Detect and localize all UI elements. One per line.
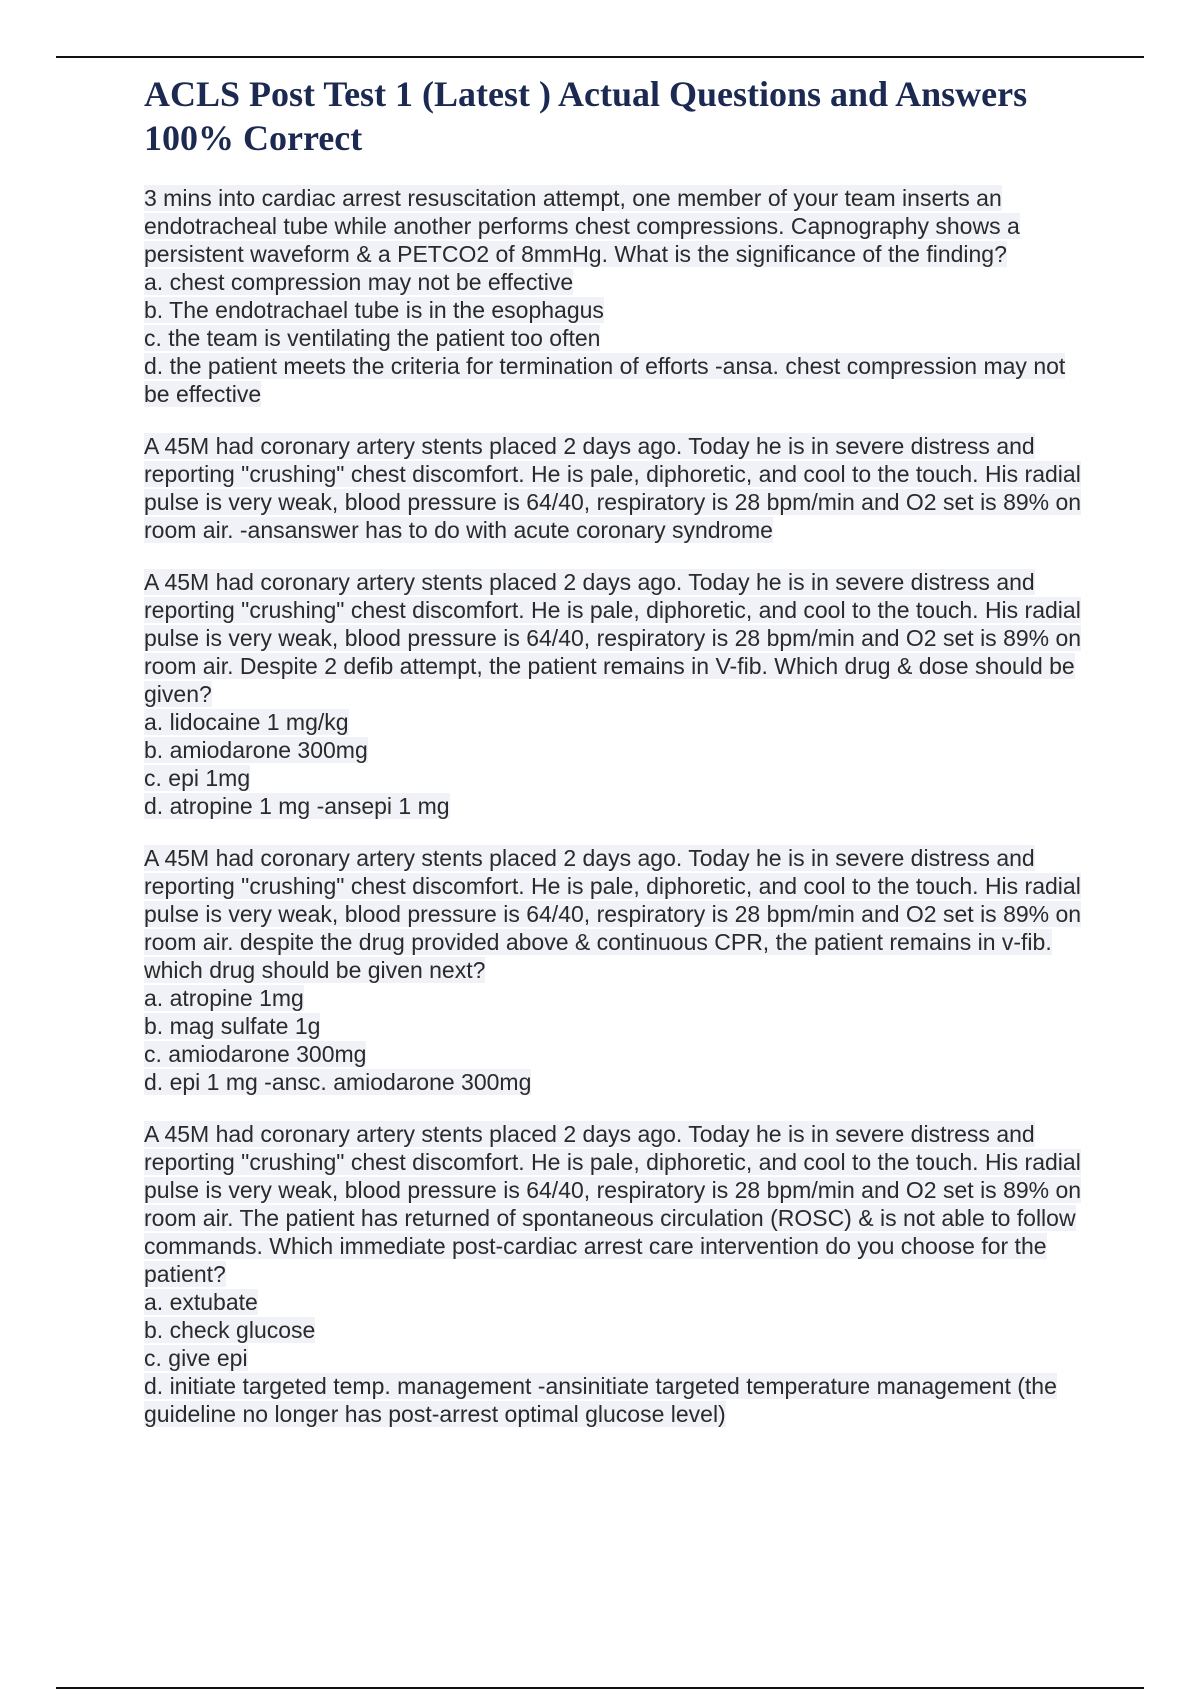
question-text: A 45M had coronary artery stents placed 2 days ago. Today he is in severe distress and reporting "crushing" chest discomfort. He is pale, diphoretic, and cool to the touch. His radial pulse is very weak, blood pressure is 64/40, respiratory is 28 bpm/min and O2 set is 89% on room air. The patient has returned of spontaneous circulation (ROSC) & is not able to follow commands. Which immediate post-cardiac arrest care intervention do you choose for the patient? bbox=[144, 1121, 1082, 1287]
answer-option: b. The endotrachael tube is in the esophagus bbox=[144, 297, 604, 323]
answer-option: a. extubate bbox=[144, 1289, 258, 1315]
question-text-with-key: A 45M had coronary artery stents placed 2 days ago. Today he is in severe distress and reporting "crushing" chest discomfort. He is pale, diphoretic, and cool to the touch. His radial pulse is very weak, blood pressure is 64/40, respiratory is 28 bpm/min and O2 set is 89% on room air. -ansanswer has to do with acute coronary syndrome bbox=[144, 433, 1082, 543]
top-rule bbox=[56, 56, 1144, 58]
answer-option: c. give epi bbox=[144, 1345, 248, 1371]
answer-option: b. mag sulfate 1g bbox=[144, 1013, 321, 1039]
document-page bbox=[144, 64, 1094, 1452]
answer-option: a. chest compression may not be effective bbox=[144, 269, 574, 295]
answer-option-with-key: d. epi 1 mg -ansc. amiodarone 300mg bbox=[144, 1069, 532, 1095]
answer-option-with-key: d. initiate targeted temp. management -ansinitiate targeted temperature management (the guideline no longer has post-arrest optimal glucose level) bbox=[144, 1373, 1057, 1427]
answer-option: c. epi 1mg bbox=[144, 765, 251, 791]
question-text: 3 mins into cardiac arrest resuscitation attempt, one member of your team inserts an endotracheal tube while another performs chest compressions. Capnography shows a persistent waveform & a PETCO2 of 8mmHg. What is the significance of the finding? bbox=[144, 185, 1020, 267]
document-title: ACLS Post Test 1 (Latest ) Actual Questions and Answers 100% Correct bbox=[144, 74, 1028, 158]
qa-item-3 bbox=[144, 568, 1094, 820]
qa-item-4 bbox=[144, 844, 1094, 1096]
question-text: A 45M had coronary artery stents placed 2 days ago. Today he is in severe distress and reporting "crushing" chest discomfort. He is pale, diphoretic, and cool to the touch. His radial pulse is very weak, blood pressure is 64/40, respiratory is 28 bpm/min and O2 set is 89% on room air. Despite 2 defib attempt, the patient remains in V-fib. Which drug & dose should be given? bbox=[144, 569, 1082, 707]
answer-option: b. amiodarone 300mg bbox=[144, 737, 368, 763]
answer-option: c. the team is ventilating the patient too often bbox=[144, 325, 601, 351]
qa-item-1 bbox=[144, 184, 1094, 408]
question-text: A 45M had coronary artery stents placed 2 days ago. Today he is in severe distress and reporting "crushing" chest discomfort. He is pale, diphoretic, and cool to the touch. His radial pulse is very weak, blood pressure is 64/40, respiratory is 28 bpm/min and O2 set is 89% on room air. despite the drug provided above & continuous CPR, the patient remains in v-fib. which drug should be given next? bbox=[144, 845, 1082, 983]
answer-option: a. lidocaine 1 mg/kg bbox=[144, 709, 349, 735]
answer-option: a. atropine 1mg bbox=[144, 985, 304, 1011]
answer-option: b. check glucose bbox=[144, 1317, 316, 1343]
answer-option-with-key: d. the patient meets the criteria for termination of efforts -ansa. chest compression may not be effective bbox=[144, 353, 1066, 407]
qa-item-5 bbox=[144, 1120, 1094, 1428]
answer-option-with-key: d. atropine 1 mg -ansepi 1 mg bbox=[144, 793, 450, 819]
qa-item-2 bbox=[144, 432, 1094, 544]
bottom-rule bbox=[56, 1687, 1144, 1689]
answer-option: c. amiodarone 300mg bbox=[144, 1041, 367, 1067]
